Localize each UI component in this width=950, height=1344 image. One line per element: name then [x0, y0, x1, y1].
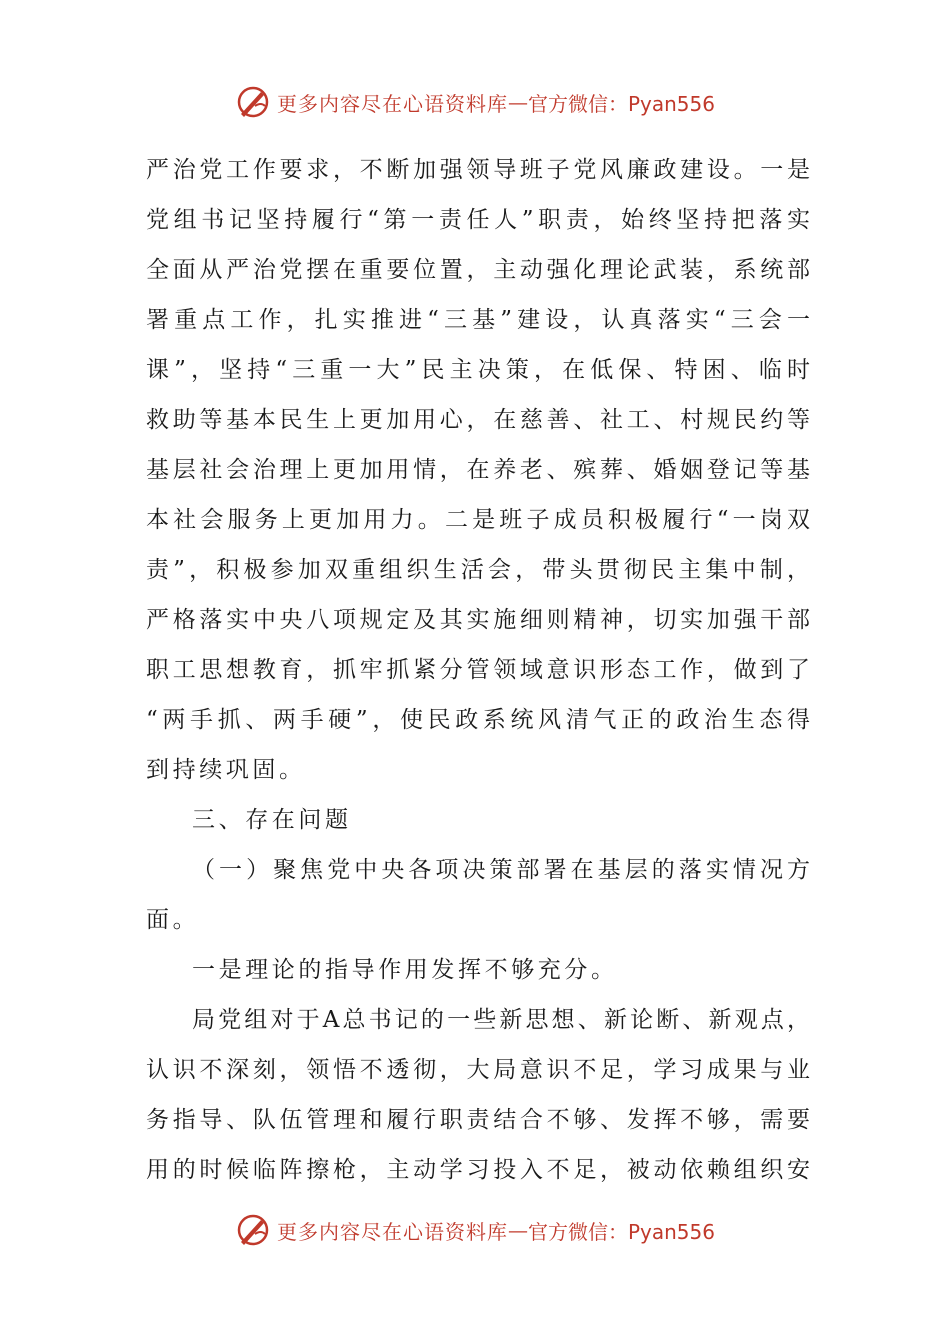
- text-line: 救助等基本民生上更加用心，在慈善、社工、村规民约等: [146, 407, 810, 433]
- section-heading: 三、存在问题: [192, 807, 352, 833]
- text-line: 用的时候临阵擦枪，主动学习投入不足，被动依赖组织安: [146, 1157, 810, 1183]
- text-line: 职工思想教育，抓牢抓紧分管领域意识形态工作，做到了: [146, 657, 810, 683]
- footer-banner: [0, 1210, 950, 1250]
- text-line: 党组书记坚持履行“第一责任人”职责，始终坚持把落实: [146, 207, 810, 233]
- text-line: 课”，坚持“三重一大”民主决策，在低保、特困、临时: [146, 357, 810, 383]
- text-line: 严治党工作要求，不断加强领导班子党风廉政建设。一是: [146, 157, 810, 183]
- text-line: 务指导、队伍管理和履行职责结合不够、发挥不够，需要: [146, 1107, 810, 1133]
- banner-text: 更多内容尽在心语资料库: [276, 1219, 508, 1244]
- text-line: 署重点工作，扎实推进“三基”建设，认真落实“三会一: [146, 307, 810, 333]
- banner-separator: —: [507, 90, 528, 114]
- text-line: “两手抓、两手硬”，使民政系统风清气正的政治生态得: [146, 707, 810, 733]
- text-line: 认识不深刻，领悟不透彻，大局意识不足，学习成果与业: [146, 1057, 810, 1083]
- text-line: 局党组对于A总书记的一些新思想、新论断、新观点，: [192, 1007, 810, 1033]
- pen-logo-icon: [235, 84, 271, 120]
- text-line: 本社会服务上更加用力。二是班子成员积极履行“一岗双: [146, 507, 810, 533]
- pen-logo-icon: [235, 1212, 271, 1248]
- text-line: 全面从严治党摆在重要位置，主动强化理论武装，系统部: [146, 257, 810, 283]
- point-heading: 一是理论的指导作用发挥不够充分。: [192, 957, 618, 983]
- text-line: 面。: [146, 907, 200, 933]
- banner-wechat: 官方微信：Pyan556: [527, 1219, 715, 1244]
- banner-text: 更多内容尽在心语资料库: [276, 91, 508, 116]
- subsection-heading: （一）聚焦党中央各项决策部署在基层的落实情况方: [192, 857, 810, 883]
- header-banner: [0, 82, 950, 122]
- banner-separator: —: [507, 1218, 528, 1242]
- text-line: 责”，积极参加双重组织生活会，带头贯彻民主集中制，: [146, 557, 810, 583]
- banner-wechat: 官方微信：Pyan556: [527, 91, 715, 116]
- text-line: 基层社会治理上更加用情，在养老、殡葬、婚姻登记等基: [146, 457, 810, 483]
- text-line: 到持续巩固。: [146, 757, 306, 783]
- document-body: [146, 145, 810, 1195]
- text-line: 严格落实中央八项规定及其实施细则精神，切实加强干部: [146, 607, 810, 633]
